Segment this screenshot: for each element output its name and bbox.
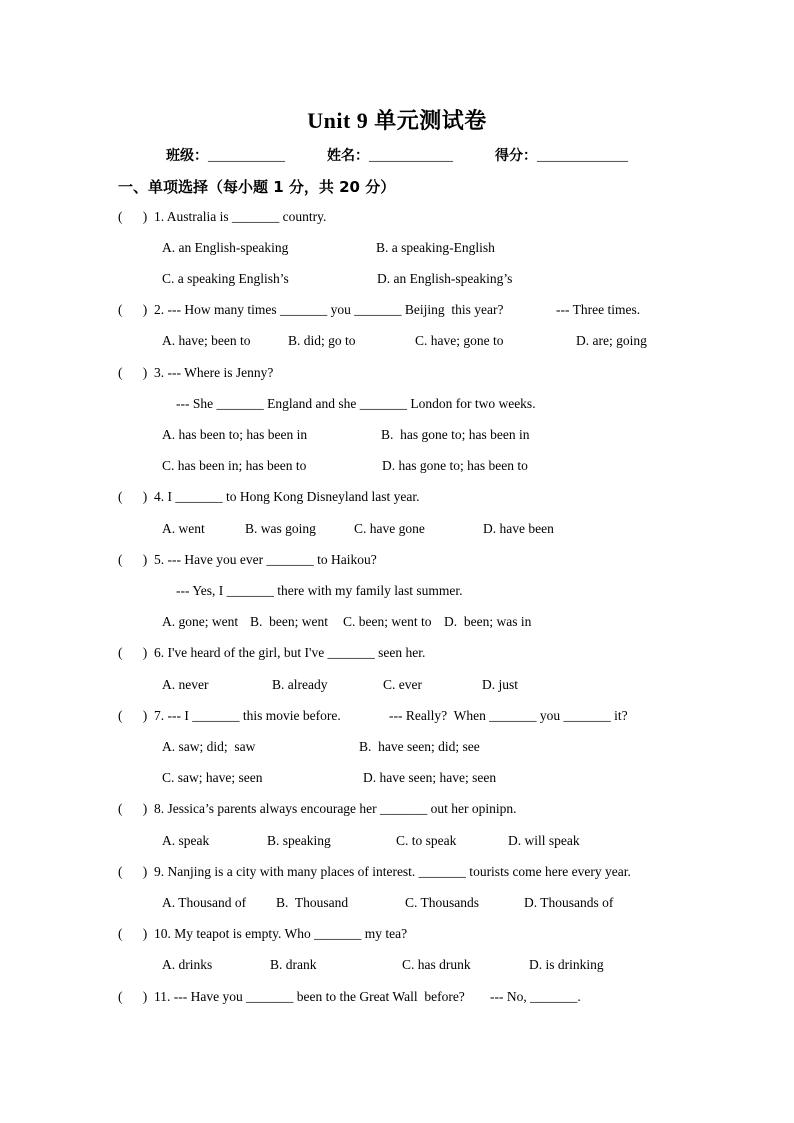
question-stem: 6. I've heard of the girl, but I've _______ seen her.: [154, 645, 426, 660]
question-line2: --- Yes, I _______ there with my family last summer.: [176, 583, 463, 598]
option-c: C. been; went to: [343, 614, 432, 629]
question-reply: --- Really? When _______ you _______ it?: [389, 708, 628, 723]
class-blank[interactable]: ___________: [208, 149, 285, 164]
score-label: 得分：: [495, 148, 537, 164]
answer-paren[interactable]: ( ): [118, 708, 148, 723]
option-c: C. has drunk: [402, 957, 471, 972]
answer-paren[interactable]: ( ): [118, 864, 148, 879]
option-a: A. gone; went: [162, 614, 239, 629]
option-c: C. has been in; has been to: [162, 458, 307, 473]
question-stem: 2. --- How many times _______ you _______ Beijing this year?: [154, 302, 504, 317]
option-b: B. Thousand: [276, 895, 349, 910]
question-stem: 3. --- Where is Jenny?: [154, 365, 274, 380]
option-d: D. is drinking: [529, 957, 604, 972]
option-b: B. speaking: [267, 833, 331, 848]
page-title: Unit 9 单元测试卷: [307, 108, 487, 133]
option-a: A. speak: [162, 833, 210, 848]
option-b: B. have seen; did; see: [359, 739, 480, 754]
option-b: B. been; went: [250, 614, 328, 629]
option-d: D. have been: [483, 521, 554, 536]
option-d: D. has gone to; has been to: [382, 458, 528, 473]
option-a: A. went: [162, 521, 205, 536]
question-stem: 7. --- I _______ this movie before.: [154, 708, 341, 723]
option-b: B. already: [272, 677, 328, 692]
section-heading: 一、单项选择（每小题 1 分，共 20 分）: [118, 178, 396, 196]
question-reply: --- No, _______.: [490, 989, 581, 1004]
option-d: D. just: [482, 677, 519, 692]
option-c: C. have gone: [354, 521, 425, 536]
question-stem: 4. I _______ to Hong Kong Disneyland last year.: [154, 489, 420, 504]
option-a: A. has been to; has been in: [162, 427, 308, 442]
question-stem: 1. Australia is _______ country.: [154, 209, 327, 224]
option-c: C. a speaking English’s: [162, 271, 289, 286]
option-b: B. drank: [270, 957, 317, 972]
name-field: [327, 145, 453, 165]
question-stem: 9. Nanjing is a city with many places of interest. _______ tourists come here every year.: [154, 864, 631, 879]
option-d: D. have seen; have; seen: [363, 770, 497, 785]
question-stem: 5. --- Have you ever _______ to Haikou?: [154, 552, 377, 567]
option-b: B. a speaking-English: [376, 240, 495, 255]
option-b: B. has gone to; has been in: [381, 427, 530, 442]
score-blank[interactable]: _____________: [537, 149, 628, 164]
option-b: B. was going: [245, 521, 316, 536]
score-field: [495, 145, 628, 165]
option-c: C. Thousands: [405, 895, 480, 910]
answer-paren[interactable]: ( ): [118, 489, 148, 504]
question-reply: --- Three times.: [556, 302, 641, 317]
answer-paren[interactable]: ( ): [118, 365, 148, 380]
option-c: C. to speak: [396, 833, 457, 848]
option-c: C. saw; have; seen: [162, 770, 263, 785]
answer-paren[interactable]: ( ): [118, 989, 148, 1004]
name-blank[interactable]: ____________: [369, 149, 453, 164]
option-a: A. drinks: [162, 957, 213, 972]
class-label: 班级：: [166, 148, 208, 164]
question-stem: 11. --- Have you _______ been to the Great Wall before?: [154, 989, 465, 1004]
option-a: A. an English-speaking: [162, 240, 289, 255]
answer-paren[interactable]: ( ): [118, 645, 148, 660]
option-a: A. never: [162, 677, 209, 692]
answer-paren[interactable]: ( ): [118, 552, 148, 567]
option-b: B. did; go to: [288, 333, 356, 348]
name-label: 姓名：: [327, 148, 369, 164]
answer-paren[interactable]: ( ): [118, 801, 148, 816]
answer-paren[interactable]: ( ): [118, 209, 148, 224]
answer-paren[interactable]: ( ): [118, 302, 148, 317]
option-c: C. ever: [383, 677, 422, 692]
question-stem: 10. My teapot is empty. Who _______ my tea?: [154, 926, 408, 941]
option-a: A. Thousand of: [162, 895, 247, 910]
answer-paren[interactable]: ( ): [118, 926, 148, 941]
question-stem: 8. Jessica’s parents always encourage her _______ out her opinipn.: [154, 801, 517, 816]
option-d: D. an English-speaking’s: [377, 271, 513, 286]
option-a: A. have; been to: [162, 333, 251, 348]
option-c: C. have; gone to: [415, 333, 504, 348]
option-d: D. been; was in: [444, 614, 532, 629]
option-d: D. will speak: [508, 833, 580, 848]
option-d: D. Thousands of: [524, 895, 614, 910]
class-field: [166, 145, 285, 165]
option-d: D. are; going: [576, 333, 647, 348]
question-line2: --- She _______ England and she _______ London for two weeks.: [176, 396, 536, 411]
option-a: A. saw; did; saw: [162, 739, 256, 754]
